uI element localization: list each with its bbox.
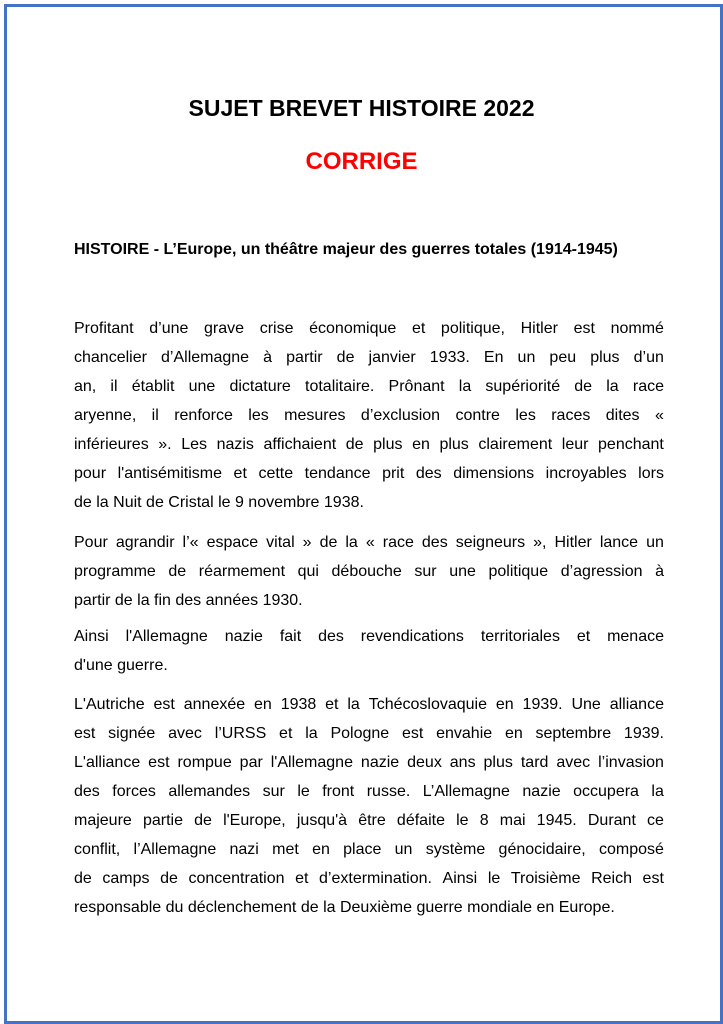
paragraph-line: de camps de concentration et d’extermination. Ainsi le Troisième Reich est <box>74 870 664 887</box>
paragraph-4 <box>74 690 664 922</box>
paragraph-2 <box>74 528 664 615</box>
paragraph-line: an, il établit une dictature totalitaire. Prônant la supériorité de la race <box>74 378 664 395</box>
paragraph-line: Pour agrandir l’« espace vital » de la « race des seigneurs », Hitler lance un <box>74 534 664 551</box>
paragraph-line: des forces allemandes sur le front russe. L’Allemagne nazie occupera la <box>74 783 664 800</box>
paragraph-line: aryenne, il renforce les mesures d’exclusion contre les races dites « <box>74 407 664 424</box>
paragraph-line: de la Nuit de Cristal le 9 novembre 1938. <box>74 494 364 511</box>
paragraph-line: L'Autriche est annexée en 1938 et la Tchécoslovaquie en 1939. Une alliance <box>74 696 664 713</box>
paragraph-line: partir de la fin des années 1930. <box>74 592 303 609</box>
paragraph-line: chancelier d’Allemagne à partir de janvier 1933. En un peu plus d’un <box>74 349 664 366</box>
paragraph-line: pour l'antisémitisme et cette tendance prit des dimensions incroyables lors <box>74 465 664 482</box>
paragraph-1 <box>74 314 664 517</box>
paragraph-line: majeure partie de l'Europe, jusqu'à être défaite le 8 mai 1945. Durant ce <box>74 812 664 829</box>
paragraph-line: d'une guerre. <box>74 657 168 674</box>
paragraph-line: Profitant d’une grave crise économique et politique, Hitler est nommé <box>74 320 664 337</box>
paragraph-line: Ainsi l'Allemagne nazie fait des revendications territoriales et menace <box>74 628 664 645</box>
paragraph-3 <box>74 622 664 680</box>
paragraph-line: conflit, l’Allemagne nazi met en place un système génocidaire, composé <box>74 841 664 858</box>
paragraph-line: inférieures ». Les nazis affichaient de plus en plus clairement leur penchant <box>74 436 664 453</box>
document-title: SUJET BREVET HISTOIRE 2022 <box>188 95 535 121</box>
paragraph-line: responsable du déclenchement de la Deuxième guerre mondiale en Europe. <box>74 899 615 916</box>
paragraph-line: est signée avec l’URSS et la Pologne est envahie en septembre 1939. <box>74 725 664 742</box>
document-subtitle: CORRIGE <box>305 148 418 175</box>
paragraph-line: L'alliance est rompue par l'Allemagne nazie deux ans plus tard avec l’invasion <box>74 754 664 771</box>
section-heading: HISTOIRE - L’Europe, un théâtre majeur des guerres totales (1914-1945) <box>74 241 618 258</box>
paragraph-line: programme de réarmement qui débouche sur une politique d’agression à <box>74 563 664 580</box>
